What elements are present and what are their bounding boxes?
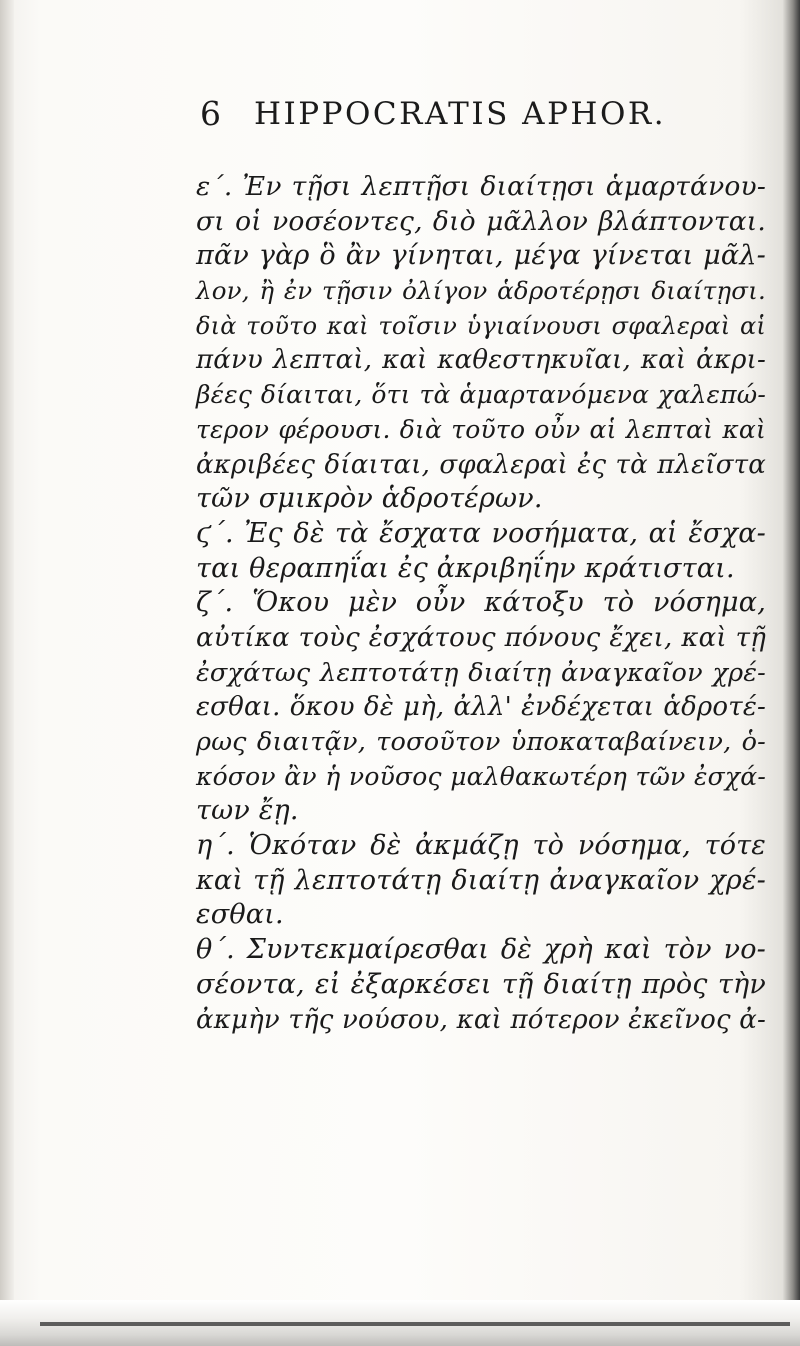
text-line: σι οἱ νοσέοντες, διὸ μᾶλλον βλάπτονται. [196,205,766,237]
text-line: αὐτίκα τοὺς ἐσχάτους πόνους ἔχει, καὶ τῇ [196,622,766,653]
text-line: θ΄. Συντεκμαίρεσθαι δὲ χρὴ καὶ τὸν νο- [196,934,766,966]
text-line: πάνυ λεπταὶ, καὶ καθεστηκυῖαι, καὶ ἀκρι- [196,345,766,376]
text-line: τερον φέρουσι. διὰ τοῦτο οὖν αἱ λεπταὶ καὶ [196,414,766,444]
text-line: καὶ τῇ λεπτοτάτῃ διαίτῃ ἀναγκαῖον χρέ- [196,864,766,896]
text-line: σέοντα, εἰ ἐξαρκέσει τῇ διαίτῃ πρὸς τὴν [196,968,766,1000]
text-line: ρως διαιτᾷν, τοσοῦτον ὑποκαταβαίνειν, ὁ- [196,727,766,757]
running-title: HIPPOCRATIS APHOR. [254,96,667,132]
text-line: διὰ τοῦτο καὶ τοῖσιν ὑγιαίνουσι σφαλεραὶ αἱ [196,311,766,340]
page-right-edge [782,0,800,1346]
text-line: ε΄. Ἐν τῇσι λεπτῇσι διαίτῃσι ἁμαρτάνου- [196,171,766,202]
aphorisms-text [196,170,766,1037]
text-line: βέες δίαιται, ὅτι τὰ ἁμαρτανόμενα χαλεπώ- [196,380,766,410]
text-line: η΄. Ὁκόταν δὲ ἀκμάζῃ τὸ νόσημα, τότε [196,830,766,862]
text-line: ται θεραπηΐαι ἐς ἀκριβηΐην κράτισται. [196,552,735,584]
text-line: τῶν σμικρὸν ἁδροτέρων. [196,483,543,515]
text-line: ϛ΄. Ἐς δὲ τὰ ἔσχατα νοσήματα, αἱ ἔσχα- [196,517,766,549]
page-header [0,94,800,144]
text-line: λον, ἢ ἐν τῇσιν ὀλίγον ἁδροτέρῃσι διαίτῃσι. [196,276,766,306]
text-line: εσθαι. [196,899,284,931]
text-line: εσθαι. ὅκου δὲ μὴ, ἀλλ' ἐνδέχεται ἁδροτέ- [196,692,766,723]
text-line: των ἔῃ. [196,795,299,827]
text-line: ἐσχάτως λεπτοτάτῃ διαίτῃ ἀναγκαῖον χρέ- [196,657,766,688]
text-line: πᾶν γὰρ ὃ ἂν γίνηται, μέγα γίνεται μᾶλ- [196,240,766,272]
text-line: ἀκμὴν τῆς νούσου, καὶ πότερον ἐκεῖνος ἀ- [196,1004,766,1035]
text-line: ζ΄. Ὅκου μὲν οὖν κάτοξυ τὸ νόσημα, [196,587,766,619]
page-bottom-edge [0,1300,800,1346]
page-number: 6 [200,94,222,133]
page-left-edge [0,0,14,1346]
text-line: κόσον ἂν ἡ νοῦσος μαλθακωτέρη τῶν ἐσχά- [196,761,766,791]
text-line: ἀκριβέες δίαιται, σφαλεραὶ ἐς τὰ πλεῖστα [196,449,766,480]
